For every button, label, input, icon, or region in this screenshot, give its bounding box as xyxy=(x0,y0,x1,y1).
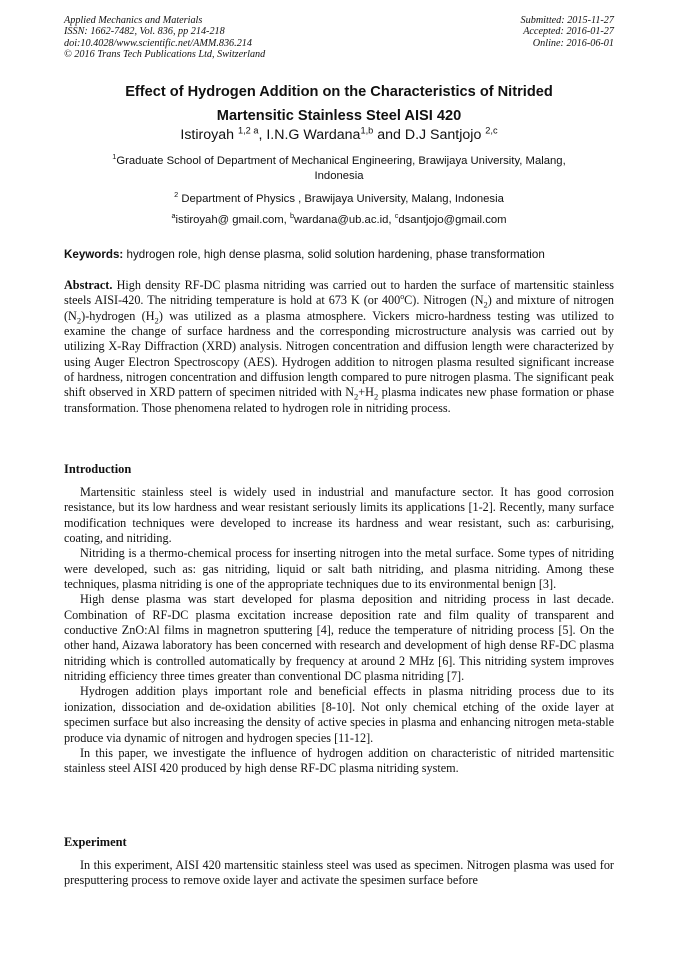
author-list xyxy=(40,126,638,144)
subscript: 2 xyxy=(154,315,159,326)
intro-paragraph-1: Martensitic stainless steel is widely used in industrial and manufacture sector. It has good corrosion resistance, but its low hardness and wear resistant seriously limits its applications [1-2]. Recently, many surface modification techniques were developed to increase its hardness and wear resistant, such as: carburising, coating, and nitriding. xyxy=(64,485,614,546)
accepted-date: Accepted: 2016-01-27 xyxy=(523,26,614,38)
keywords xyxy=(64,248,624,262)
experiment-body xyxy=(64,858,614,889)
experiment-paragraph-1: In this experiment, AISI 420 martensitic stainless steel was used as specimen. Nitrogen plasma was used for presputtering process to remove oxide layer and activate the spesimen surface before xyxy=(64,858,614,888)
title-line-2: Martensitic Stainless Steel AISI 420 xyxy=(216,108,462,124)
abstract-text-5: ) was utilized as a plasma atmosphere. Vickers micro-hardness testing was utilized to examine the change of surface hardness and the corresponding microstructure analysis was carried out by utilizing X-Ray Diffraction (XRD) analysis. Nitrogen concentration and diffusion length were characterized by using Auger Electron Spectroscopy (AES). Hydrogen addition to nitrogen plasma resulted significant increase of hardness, nitrogen concentration and diffusion length compared to pure nitrogen plasma. The significant peak shift observed in XRD pattern of specimen nitrided with N xyxy=(64,308,614,400)
author-2-affil: 1,b xyxy=(360,125,374,136)
author-1-affil: 1,2 a xyxy=(237,125,259,136)
submitted-date: Submitted: 2015-11-27 xyxy=(520,15,614,26)
paper-title xyxy=(40,80,638,128)
intro-paragraph-4: Hydrogen addition plays important role and beneficial effects in plasma nitriding process due to its ionization, dissociation and de-oxidation abilities [8-10]. Not only chemical etching of the oxide layer at specimen surface but also increasing the density of active species in plasma and enhancing nitrogen meta-stable produce via dynamic of nitrogen and hydrogen species [11-12]. xyxy=(64,684,614,745)
journal-name: Applied Mechanics and Materials xyxy=(64,15,203,26)
email-1[interactable]: istiroyah@ gmail.com, xyxy=(175,214,290,226)
journal-header xyxy=(64,15,265,61)
keywords-label: Keywords: xyxy=(64,248,124,261)
affiliation-1-line-2: Indonesia xyxy=(314,169,364,182)
affiliation-2-text: Department of Physics , Brawijaya University, Malang, Indonesia xyxy=(178,193,504,205)
author-3-affil: 2,c xyxy=(485,125,498,136)
subscript: 2 xyxy=(373,391,379,402)
affiliation-2 xyxy=(74,192,604,207)
email-marker-c: c xyxy=(394,211,399,221)
affiliation-1-number: 1 xyxy=(112,152,117,162)
email-marker-b: b xyxy=(289,211,295,221)
online-date: Online: 2016-06-01 xyxy=(532,37,614,49)
author-emails xyxy=(74,213,604,228)
title-line-1: Effect of Hydrogen Addition on the Characteristics of Nitrided xyxy=(125,84,553,100)
email-2[interactable]: wardana@ub.ac.id, xyxy=(294,214,395,226)
affiliation-2-number: 2 xyxy=(174,190,179,200)
subscript: 2 xyxy=(354,391,359,402)
intro-paragraph-3: High dense plasma was start developed for plasma deposition and nitriding process in last decade. Combination of RF-DC plasma excitation increase deposition rate and film quality of transparent and conductive ZnO:Al films in magnetron sputtering [4], reduce the temperature of nitriding process [5]. On the other hand, Aizawa laboratory has been concerned with research and development of high dense RF-DC plasma nitriding which is controlled automatically by frequency at around 2 MHz [6]. This nitriding system improves nitriding efficiency three times greater than conventional DC plasma nitriding [7]. xyxy=(64,592,614,684)
abstract-text-3: ) and mixture of nitrogen (N xyxy=(64,293,614,323)
affiliation-1 xyxy=(74,154,604,183)
email-marker-a: a xyxy=(171,211,176,221)
author-1: Istiroyah xyxy=(180,127,238,143)
abstract-text-7: plasma indicates new phase formation or phase transformation. Those phenomena related to hydrogen role in nitriding process. xyxy=(64,385,614,415)
introduction-body xyxy=(64,485,614,777)
abstract-text-1: High density RF-DC plasma nitriding was carried out to harden the surface of martensitic stainless steels AISI-420. The nitriding temperature is hold at 673 K (or 400 xyxy=(64,278,614,308)
subscript: 2 xyxy=(483,299,488,310)
intro-paragraph-5: In this paper, we investigate the influence of hydrogen addition on characteristic of nitrided martensitic stainless steel AISI 420 produced by high dense RF-DC plasma nitriding system. xyxy=(64,745,614,776)
journal-doi[interactable]: doi:10.4028/www.scientific.net/AMM.836.214 xyxy=(64,37,252,49)
abstract xyxy=(64,278,614,416)
abstract-text-6: +H xyxy=(358,385,374,400)
journal-copyright: © 2016 Trans Tech Publications Ltd, Switzerland xyxy=(64,49,266,61)
degree-sup: o xyxy=(400,292,405,302)
email-3[interactable]: dsantjojo@gmail.com xyxy=(398,214,507,226)
experiment-heading: Experiment xyxy=(64,835,127,849)
intro-paragraph-2: Nitriding is a thermo-chemical process for inserting nitrogen into the metal surface. Some types of nitriding were developed, such as: gas nitriding, liquid or salt bath nitriding, and plasma nitriding. Among these techniques, plasma nitriding is one of the appropriate techniques due to its environmental benign [3]. xyxy=(64,546,614,592)
keywords-text: hydrogen role, high dense plasma, solid solution hardening, phase transformation xyxy=(123,248,545,261)
author-3: and D.J Santjojo xyxy=(373,127,486,143)
abstract-text-2: C). Nitrogen (N xyxy=(404,293,484,308)
journal-issn: ISSN: 1662-7482, Vol. 836, pp 214-218 xyxy=(64,26,225,38)
subscript: 2 xyxy=(76,315,82,326)
dates-header xyxy=(521,15,614,49)
abstract-label: Abstract. xyxy=(64,278,113,292)
abstract-text-4: )-hydrogen (H xyxy=(81,308,155,323)
introduction-heading: Introduction xyxy=(64,462,132,476)
affiliation-1-line-1: Graduate School of Department of Mechanical Engineering, Brawijaya University, Malang, xyxy=(116,155,566,167)
author-2: , I.N.G Wardana xyxy=(258,127,361,143)
